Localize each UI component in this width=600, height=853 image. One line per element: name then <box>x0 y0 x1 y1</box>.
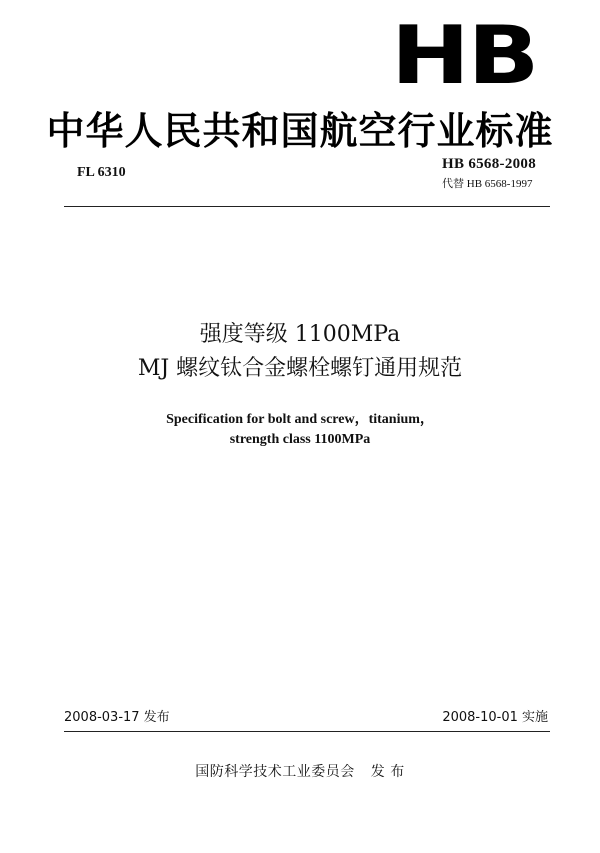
standard-number: HB 6568-2008 <box>442 156 537 172</box>
hb-logo: HB <box>390 9 538 102</box>
issue-date: 2008-03-17 发布 <box>64 710 170 725</box>
organization-title: 中华人民共和国航空行业标准 <box>46 109 554 153</box>
top-divider <box>64 206 550 207</box>
english-title <box>0 410 600 450</box>
classification-code: FL 6310 <box>77 165 126 180</box>
standard-number-block <box>442 156 536 191</box>
chinese-title <box>0 318 600 386</box>
english-title-line-2: strength class 1100MPa <box>229 432 371 447</box>
chinese-title-line-2: MJ 螺纹钛合金螺栓螺钉通用规范 <box>137 356 463 381</box>
publisher-line <box>0 761 600 781</box>
english-title-line-1: Specification for bolt and screw，titanium， <box>166 412 434 427</box>
publish-word: 发 布 <box>370 764 405 780</box>
implementation-date: 2008-10-01 实施 <box>442 710 548 725</box>
chinese-title-line-1: 强度等级 1100MPa <box>199 322 401 347</box>
bottom-divider <box>64 731 550 732</box>
replaces-standard: 代替 HB 6568-1997 <box>442 178 533 190</box>
publisher-name: 国防科学技术工业委员会 <box>195 764 355 780</box>
